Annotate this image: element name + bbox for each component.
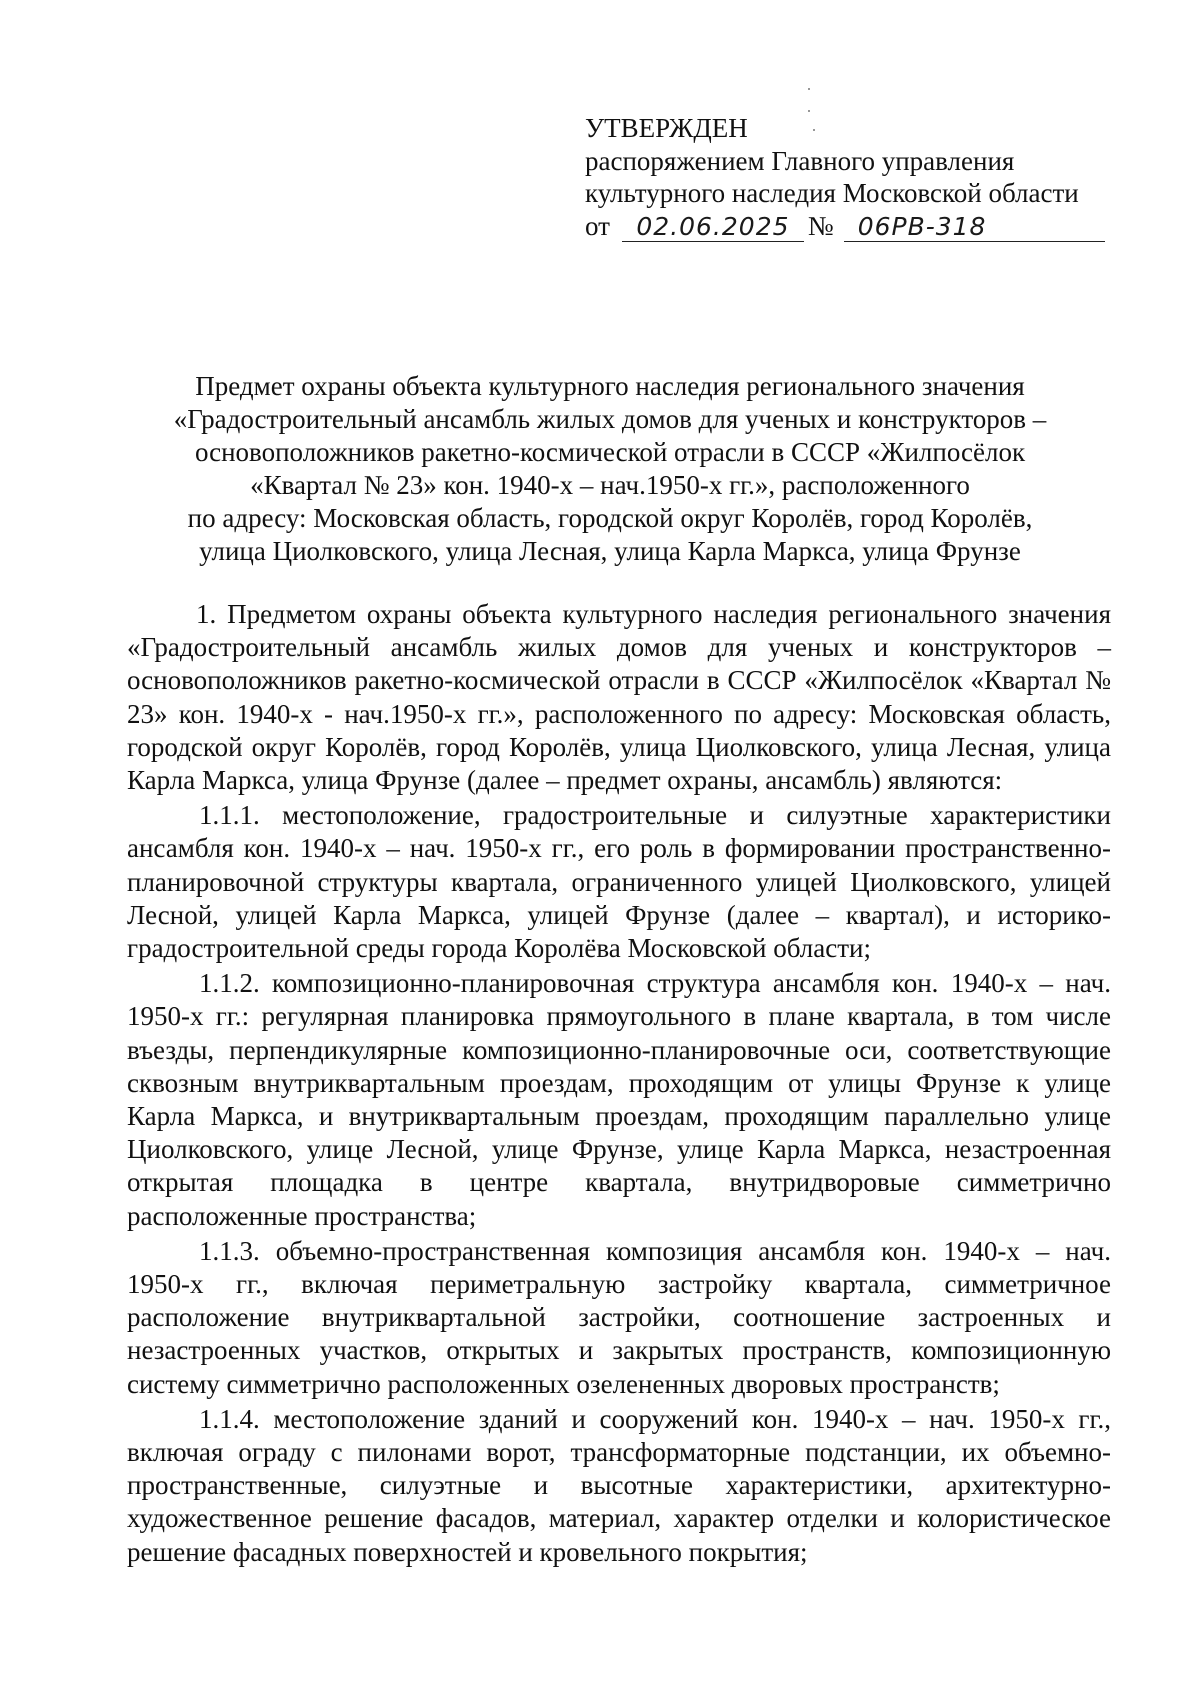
document-body xyxy=(127,598,1111,1571)
title-line: улица Циолковского, улица Лесная, улица Карла Маркса, улица Фрунзе xyxy=(199,536,1021,566)
body-paragraph: 1.1.4. местоположение зданий и сооружений кон. 1940-х – нач. 1950-х гг., включая ограду с пилонами ворот, трансформаторные подстанции, их объемно-пространственные, силуэтные и высотные характеристики, архитектурно-художественное решение фасадов, материал, характер отделки и колористическое решение фасадных поверхностей и кровельного покрытия; xyxy=(127,1403,1111,1567)
document-title xyxy=(110,370,1110,568)
body-paragraph: 1.1.2. композиционно-планировочная структура ансамбля кон. 1940-х – нач. 1950-х гг.: регулярная планировка прямоугольного в плане квартала, в том числе въезды, перпендикулярные композиционно-планировочные оси, соответствующие сквозным внутриквартальным проездам, проходящим от улицы Фрунзе к улице Карла Маркса, и внутриквартальным проездам, проходящим параллельно улице Циолковского, улице Лесной, улице Фрунзе, улице Карла Маркса, незастроенная открытая площадка в центре квартала, внутридворовые симметрично расположенные пространства; xyxy=(127,968,1111,1231)
approval-heading: УТВЕРЖДЕН xyxy=(585,113,748,143)
title-line: основоположников ракетно-космической отрасли в СССР «Жилпосёлок xyxy=(194,437,1026,467)
body-paragraph: 1.1.3. объемно-пространственная композиция ансамбля кон. 1940-х – нач. 1950-х гг., включая периметральную застройку квартала, симметричное расположение внутриквартальной застройки, соотношение застроенных и незастроенных участков, открытых и закрытых пространств, композиционную систему симметрично расположенных озелененных дворовых пространств; xyxy=(127,1235,1111,1399)
title-line: «Квартал № 23» кон. 1940-х – нач.1950-х гг.», расположенного xyxy=(250,470,970,500)
title-line: по адресу: Московская область, городской округ Королёв, город Королёв, xyxy=(187,503,1033,533)
scan-speck xyxy=(808,110,810,112)
handwritten-number: 06РВ-318 xyxy=(844,213,1105,242)
scan-speck xyxy=(813,129,815,131)
approval-stamp-block xyxy=(585,112,1105,242)
from-label: от xyxy=(585,210,610,241)
number-label: № xyxy=(807,210,834,241)
handwritten-date: 02.06.2025 xyxy=(622,213,804,242)
approval-date-number-line xyxy=(585,210,1105,243)
approval-line-2: культурного наследия Московской области xyxy=(585,178,1079,208)
approval-line-1: распоряжением Главного управления xyxy=(585,145,1015,176)
scan-speck xyxy=(808,88,810,90)
title-line: «Градостроительный ансамбль жилых домов для ученых и конструкторов – xyxy=(173,404,1047,434)
body-paragraph: 1.1.1. местоположение, градостроительные и силуэтные характеристики ансамбля кон. 1940-х – нач. 1950-х гг., его роль в формировании пространственно-планировочной структуры квартала, ограниченного улицей Циолковского, улицей Лесной, улицей Карла Маркса, улицей Фрунзе (далее – квартал), и историко-градостроительной среды города Королёва Московской области; xyxy=(127,800,1111,964)
body-paragraph: 1. Предметом охраны объекта культурного наследия регионального значения «Градостроительный ансамбль жилых домов для ученых и конструкторов – основоположников ракетно-космической отрасли в СССР «Жилпосёлок «Квартал № 23» кон. 1940-х - нач.1950-х гг.», расположенного по адресу: Московская область, городской округ Королёв, город Королёв, улица Циолковского, улица Лесная, улица Карла Маркса, улица Фрунзе (далее – предмет охраны, ансамбль) являются: xyxy=(127,599,1111,796)
title-line: Предмет охраны объекта культурного наследия регионального значения xyxy=(195,371,1025,401)
